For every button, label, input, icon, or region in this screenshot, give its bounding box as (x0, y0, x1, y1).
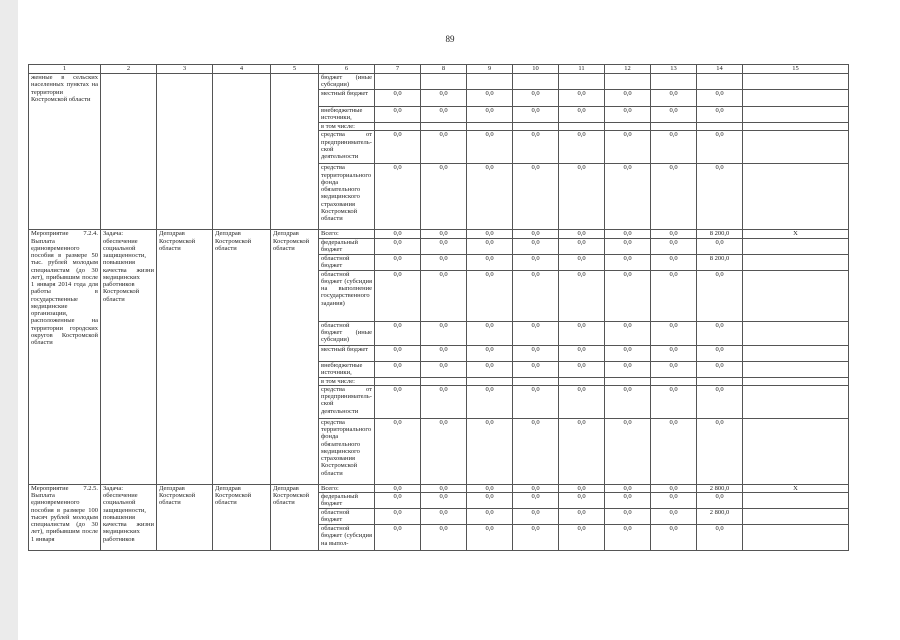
amount-cell (421, 74, 467, 90)
funding-source-label: внебюджетные источники, (319, 361, 375, 377)
amount-cell: 0,0 (375, 131, 421, 164)
amount-cell: 0,0 (651, 509, 697, 525)
funding-source-label: федеральный бюджет (319, 238, 375, 254)
funding-source-label: внебюджетные источники, (319, 107, 375, 123)
funding-source-label: средства от предприниматель-ской деятельности (319, 385, 375, 418)
amount-cell: 0,0 (375, 164, 421, 230)
amount-cell: 0,0 (559, 131, 605, 164)
amount-cell: 0,0 (421, 484, 467, 492)
result-cell: X (743, 484, 849, 492)
table-row (29, 484, 849, 492)
amount-cell: 0,0 (467, 230, 513, 238)
amount-cell: 0,0 (375, 345, 421, 361)
amount-cell (513, 123, 559, 131)
coexecutor-cell: Депздрав Костромской области (213, 484, 271, 550)
result-cell (743, 361, 849, 377)
amount-cell: 0,0 (559, 525, 605, 551)
amount-cell: 0,0 (513, 107, 559, 123)
amount-cell: 0,0 (467, 107, 513, 123)
amount-cell: 0,0 (559, 361, 605, 377)
amount-cell: 0,0 (651, 484, 697, 492)
amount-cell: 0,0 (559, 238, 605, 254)
result-cell (743, 254, 849, 270)
amount-cell: 0,0 (375, 484, 421, 492)
amount-cell: 0,0 (697, 90, 743, 107)
amount-cell: 0,0 (605, 385, 651, 418)
result-cell (743, 525, 849, 551)
column-header: 6 (319, 65, 375, 74)
measure-name-cell: Мероприятие 7.2.4. Выплата единовременного пособия в размере 50 тыс. рублей молодым специалистам (до 30 лет), прибывшим после 1 января 2014 года для работы в государственные медицинские организации, расположенные на территории городских округов Костромской области (29, 230, 101, 485)
amount-cell: 0,0 (651, 90, 697, 107)
amount-cell: 0,0 (651, 385, 697, 418)
amount-cell: 0,0 (421, 385, 467, 418)
amount-cell: 0,0 (651, 230, 697, 238)
amount-cell: 0,0 (421, 230, 467, 238)
amount-cell: 0,0 (605, 345, 651, 361)
result-cell (743, 123, 849, 131)
task-cell (101, 74, 157, 230)
amount-cell (651, 74, 697, 90)
amount-cell: 0,0 (605, 131, 651, 164)
result-cell (743, 345, 849, 361)
amount-cell: 0,0 (513, 493, 559, 509)
amount-cell: 0,0 (651, 164, 697, 230)
amount-cell: 0,0 (375, 525, 421, 551)
funding-source-label: областной бюджет (319, 509, 375, 525)
amount-cell: 0,0 (605, 90, 651, 107)
amount-cell: 0,0 (605, 509, 651, 525)
task-cell: Задача: обеспечение социальной защищенности, повышения качества жизни медицинских работников (101, 484, 157, 550)
amount-cell: 0,0 (697, 131, 743, 164)
column-header: 2 (101, 65, 157, 74)
amount-cell: 0,0 (467, 509, 513, 525)
amount-cell: 0,0 (559, 90, 605, 107)
amount-cell: 0,0 (559, 385, 605, 418)
amount-cell: 0,0 (467, 525, 513, 551)
responsible-cell (271, 74, 319, 230)
amount-cell: 0,0 (375, 509, 421, 525)
amount-cell: 0,0 (697, 361, 743, 377)
amount-cell: 0,0 (421, 509, 467, 525)
amount-cell: 0,0 (559, 321, 605, 345)
amount-cell: 0,0 (467, 164, 513, 230)
amount-cell: 0,0 (605, 321, 651, 345)
executor-cell: Депздрав Костромской области (157, 230, 213, 485)
amount-cell: 0,0 (421, 345, 467, 361)
column-header: 1 (29, 65, 101, 74)
responsible-cell: Депздрав Костромской области (271, 484, 319, 550)
amount-cell: 0,0 (375, 107, 421, 123)
amount-cell: 0,0 (513, 509, 559, 525)
amount-cell (421, 123, 467, 131)
amount-cell: 0,0 (697, 107, 743, 123)
amount-cell: 0,0 (467, 270, 513, 321)
amount-cell (375, 74, 421, 90)
column-header: 14 (697, 65, 743, 74)
amount-cell: 0,0 (651, 345, 697, 361)
amount-cell: 0,0 (375, 493, 421, 509)
amount-cell: 0,0 (697, 238, 743, 254)
result-cell (743, 377, 849, 385)
column-header: 13 (651, 65, 697, 74)
funding-source-label: областной бюджет (субсидия на выпол- (319, 525, 375, 551)
amount-cell (651, 377, 697, 385)
result-cell: X (743, 230, 849, 238)
table-row (29, 230, 849, 238)
amount-cell (605, 74, 651, 90)
result-cell (743, 270, 849, 321)
amount-cell: 0,0 (467, 238, 513, 254)
amount-cell: 0,0 (513, 254, 559, 270)
funding-table (28, 64, 849, 551)
column-header: 11 (559, 65, 605, 74)
amount-cell: 0,0 (421, 90, 467, 107)
amount-cell: 0,0 (697, 270, 743, 321)
amount-cell: 0,0 (513, 90, 559, 107)
column-header: 15 (743, 65, 849, 74)
amount-cell: 0,0 (697, 525, 743, 551)
amount-cell: 0,0 (513, 321, 559, 345)
amount-cell (605, 123, 651, 131)
amount-cell: 0,0 (697, 418, 743, 484)
amount-cell: 0,0 (651, 361, 697, 377)
funding-source-label: областной бюджет (субсидия на выполнение государственного задания) (319, 270, 375, 321)
amount-cell: 0,0 (559, 230, 605, 238)
amount-cell: 0,0 (467, 90, 513, 107)
amount-cell: 0,0 (651, 131, 697, 164)
column-header: 3 (157, 65, 213, 74)
amount-cell: 0,0 (605, 230, 651, 238)
amount-cell: 0,0 (605, 493, 651, 509)
result-cell (743, 74, 849, 90)
amount-cell: 0,0 (513, 484, 559, 492)
amount-cell (467, 74, 513, 90)
amount-cell: 0,0 (651, 525, 697, 551)
funding-source-label: бюджет (иные субсидии) (319, 74, 375, 90)
amount-cell: 0,0 (651, 254, 697, 270)
amount-cell: 0,0 (421, 254, 467, 270)
amount-cell: 0,0 (697, 345, 743, 361)
amount-cell: 0,0 (651, 107, 697, 123)
amount-cell (467, 123, 513, 131)
result-cell (743, 385, 849, 418)
amount-cell: 0,0 (697, 493, 743, 509)
funding-source-label: средства территориального фонда обязательного медицинского страхования Костромской области (319, 418, 375, 484)
amount-cell: 0,0 (375, 90, 421, 107)
funding-source-label: Всего: (319, 230, 375, 238)
amount-cell: 0,0 (421, 131, 467, 164)
amount-cell: 0,0 (467, 254, 513, 270)
result-cell (743, 164, 849, 230)
amount-cell: 0,0 (421, 238, 467, 254)
amount-cell: 0,0 (559, 254, 605, 270)
scan-left-margin (0, 0, 18, 640)
funding-source-label: местный бюджет (319, 345, 375, 361)
table-row (29, 74, 849, 90)
amount-cell: 0,0 (651, 270, 697, 321)
amount-cell: 0,0 (467, 493, 513, 509)
funding-source-label: в том числе: (319, 377, 375, 385)
coexecutor-cell (213, 74, 271, 230)
amount-cell: 0,0 (421, 418, 467, 484)
amount-cell: 0,0 (421, 107, 467, 123)
amount-cell: 0,0 (421, 270, 467, 321)
amount-cell: 0,0 (467, 131, 513, 164)
amount-cell: 0,0 (559, 164, 605, 230)
result-cell (743, 418, 849, 484)
funding-source-label: в том числе: (319, 123, 375, 131)
column-header: 10 (513, 65, 559, 74)
amount-cell: 0,0 (467, 321, 513, 345)
amount-cell: 0,0 (651, 238, 697, 254)
amount-cell: 0,0 (513, 230, 559, 238)
result-cell (743, 131, 849, 164)
amount-cell: 8 200,0 (697, 230, 743, 238)
amount-cell: 0,0 (513, 525, 559, 551)
funding-source-label: средства территориального фонда обязательного медицинского страхования Костромской области (319, 164, 375, 230)
amount-cell: 0,0 (375, 361, 421, 377)
amount-cell (375, 123, 421, 131)
amount-cell: 0,0 (467, 345, 513, 361)
amount-cell: 0,0 (559, 418, 605, 484)
amount-cell: 0,0 (605, 164, 651, 230)
amount-cell (605, 377, 651, 385)
amount-cell (513, 377, 559, 385)
amount-cell (697, 74, 743, 90)
result-cell (743, 493, 849, 509)
amount-cell: 0,0 (375, 238, 421, 254)
amount-cell: 0,0 (559, 345, 605, 361)
amount-cell: 0,0 (697, 385, 743, 418)
task-cell: Задача: обеспечение социальной защищенности, повышения качества жизни медицинских работников Костромской области (101, 230, 157, 485)
amount-cell: 0,0 (513, 385, 559, 418)
amount-cell: 0,0 (467, 385, 513, 418)
column-header: 4 (213, 65, 271, 74)
column-header: 12 (605, 65, 651, 74)
amount-cell: 0,0 (697, 164, 743, 230)
amount-cell: 0,0 (375, 418, 421, 484)
amount-cell: 0,0 (559, 270, 605, 321)
amount-cell: 0,0 (467, 418, 513, 484)
amount-cell (559, 74, 605, 90)
amount-cell: 0,0 (651, 418, 697, 484)
result-cell (743, 238, 849, 254)
amount-cell: 0,0 (421, 361, 467, 377)
amount-cell: 0,0 (375, 254, 421, 270)
amount-cell: 2 800,0 (697, 509, 743, 525)
column-header: 5 (271, 65, 319, 74)
responsible-cell: Депздрав Костромской области (271, 230, 319, 485)
amount-cell: 0,0 (513, 270, 559, 321)
amount-cell: 0,0 (605, 525, 651, 551)
funding-source-label: федеральный бюджет (319, 493, 375, 509)
funding-source-label: средства от предприниматель-ской деятельности (319, 131, 375, 164)
amount-cell: 8 200,0 (697, 254, 743, 270)
amount-cell: 0,0 (605, 361, 651, 377)
amount-cell (375, 377, 421, 385)
amount-cell: 0,0 (605, 418, 651, 484)
amount-cell: 0,0 (513, 345, 559, 361)
amount-cell: 0,0 (421, 164, 467, 230)
amount-cell: 0,0 (651, 493, 697, 509)
amount-cell: 0,0 (375, 270, 421, 321)
funding-source-label: областной бюджет (иные субсидии) (319, 321, 375, 345)
amount-cell: 0,0 (651, 321, 697, 345)
amount-cell: 0,0 (559, 107, 605, 123)
amount-cell: 0,0 (375, 230, 421, 238)
page-number: 89 (445, 34, 455, 44)
funding-source-label: областной бюджет (319, 254, 375, 270)
coexecutor-cell: Депздрав Костромской области (213, 230, 271, 485)
funding-source-label: местный бюджет (319, 90, 375, 107)
amount-cell: 0,0 (513, 361, 559, 377)
amount-cell: 0,0 (513, 131, 559, 164)
funding-source-label: Всего: (319, 484, 375, 492)
measure-name-cell: Мероприятие 7.2.5. Выплата единовременного пособия в размере 100 тысяч рублей молодым специалистам (до 30 лет), прибывшим после 1 января (29, 484, 101, 550)
result-cell (743, 107, 849, 123)
amount-cell: 0,0 (421, 525, 467, 551)
amount-cell: 0,0 (605, 238, 651, 254)
result-cell (743, 90, 849, 107)
amount-cell: 0,0 (513, 418, 559, 484)
amount-cell (513, 74, 559, 90)
result-cell (743, 321, 849, 345)
amount-cell (467, 377, 513, 385)
amount-cell: 0,0 (605, 107, 651, 123)
amount-cell: 0,0 (375, 385, 421, 418)
amount-cell: 0,0 (467, 484, 513, 492)
amount-cell: 0,0 (559, 484, 605, 492)
amount-cell: 0,0 (559, 493, 605, 509)
amount-cell: 0,0 (513, 238, 559, 254)
column-header: 7 (375, 65, 421, 74)
amount-cell: 0,0 (605, 270, 651, 321)
amount-cell: 0,0 (375, 321, 421, 345)
column-header: 9 (467, 65, 513, 74)
amount-cell: 0,0 (513, 164, 559, 230)
amount-cell (651, 123, 697, 131)
amount-cell (559, 123, 605, 131)
table-body (29, 65, 849, 551)
executor-cell (157, 74, 213, 230)
amount-cell (559, 377, 605, 385)
amount-cell (697, 123, 743, 131)
amount-cell (421, 377, 467, 385)
column-header: 8 (421, 65, 467, 74)
header-row (29, 65, 849, 74)
amount-cell: 0,0 (559, 509, 605, 525)
result-cell (743, 509, 849, 525)
amount-cell: 0,0 (421, 493, 467, 509)
measure-name-cell: женные в сельских населенных пунктах на территории Костромской области (29, 74, 101, 230)
executor-cell: Депздрав Костромской области (157, 484, 213, 550)
amount-cell (697, 377, 743, 385)
amount-cell: 0,0 (605, 254, 651, 270)
amount-cell: 0,0 (605, 484, 651, 492)
amount-cell: 2 800,0 (697, 484, 743, 492)
amount-cell: 0,0 (467, 361, 513, 377)
amount-cell: 0,0 (421, 321, 467, 345)
amount-cell: 0,0 (697, 321, 743, 345)
